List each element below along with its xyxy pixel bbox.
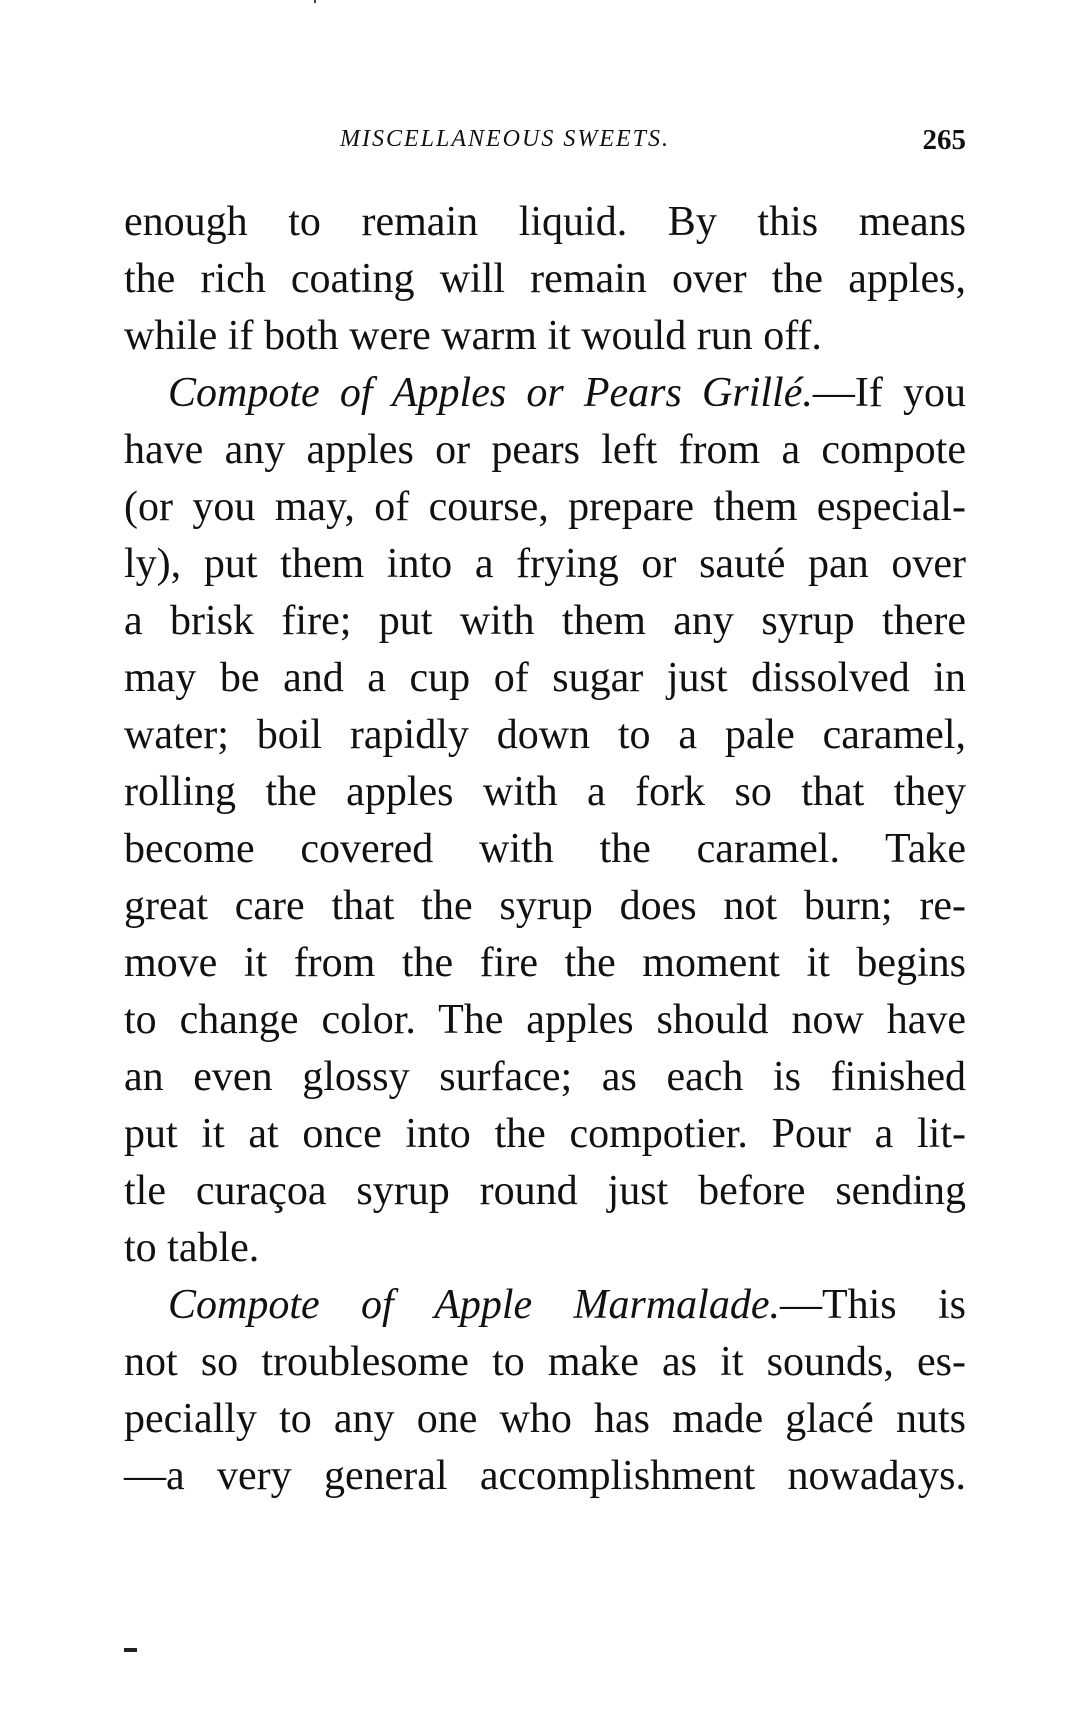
paragraph-end-line: while if both were warm it would run off. <box>124 313 822 359</box>
running-title: MISCELLANEOUS SWEETS. <box>340 126 670 152</box>
paragraph-end-line: to table. <box>124 1225 260 1271</box>
recipe-title-apple-marmalade: Compote of Apple Marmalade. <box>168 1282 780 1328</box>
text-line: great care that the syrup does not burn; re- <box>124 883 966 929</box>
text-line: enough to remain liquid. By this means <box>124 199 966 245</box>
text-line: tle curaçoa syrup round just before sending <box>124 1168 966 1214</box>
text-line: an even glossy surface; as each is finished <box>124 1054 966 1100</box>
text-line: ly), put them into a frying or sauté pan over <box>124 541 966 587</box>
text-line: become covered with the caramel. Take <box>124 826 966 872</box>
recipe-heading-line: Compote of Apple Marmalade.—This is <box>168 1282 966 1328</box>
text-line: have any apples or pears left from a compote <box>124 427 966 473</box>
text-line: not so troublesome to make as it sounds, es- <box>124 1339 966 1385</box>
text-line: put it at once into the compotier. Pour a lit- <box>124 1111 966 1157</box>
body-text <box>124 194 966 1505</box>
text-line: pecially to any one who has made glacé nuts <box>124 1396 966 1442</box>
recipe-title-compote-grille: Compote of Apples or Pears Grillé. <box>168 370 813 416</box>
text-line: move it from the fire the moment it begins <box>124 940 966 986</box>
text-line: (or you may, of course, prepare them especial- <box>124 484 966 530</box>
text-line: may be and a cup of sugar just dissolved in <box>124 655 966 701</box>
top-edge-mark <box>314 0 316 3</box>
text-line: the rich coating will remain over the apples, <box>124 256 966 302</box>
recipe-heading-line: Compote of Apples or Pears Grillé.—If you <box>168 370 966 416</box>
text-line: —a very general accomplishment nowadays. <box>124 1453 966 1499</box>
page-number: 265 <box>922 124 966 156</box>
text-line: rolling the apples with a fork so that they <box>124 769 966 815</box>
bottom-edge-mark <box>124 1648 137 1652</box>
running-head <box>124 126 966 166</box>
text-line: water; boil rapidly down to a pale caramel, <box>124 712 966 758</box>
text-line: to change color. The apples should now have <box>124 997 966 1043</box>
text-line: a brisk fire; put with them any syrup there <box>124 598 966 644</box>
